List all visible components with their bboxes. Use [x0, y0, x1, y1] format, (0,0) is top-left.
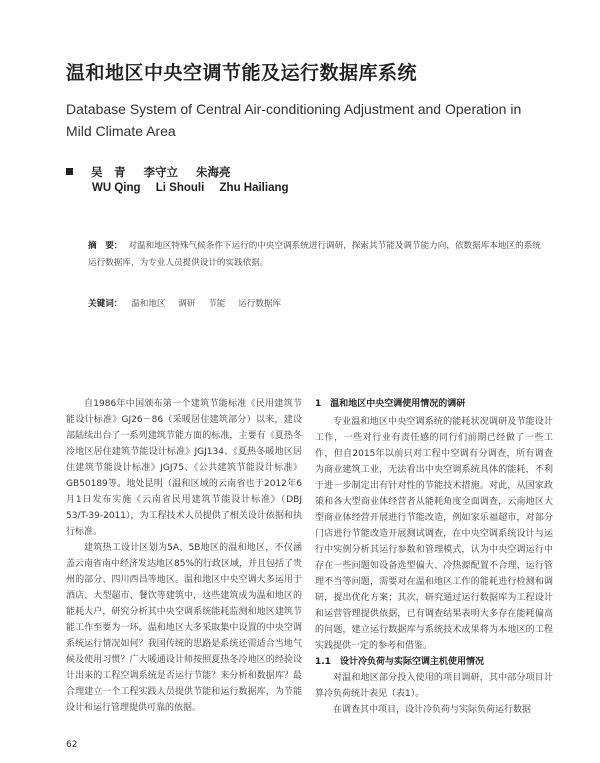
subsection-heading: 1.1 设计冷负荷与实际空调主机使用情况 — [315, 657, 484, 667]
paper-title-zh: 温和地区中央空调节能及运行数据库系统 — [66, 62, 418, 84]
square-bullet-icon — [66, 168, 73, 175]
body-paragraph: 在调查其中项目，设计冷负荷与实际负荷运行数据 — [333, 705, 532, 715]
body-paragraph: 对温和地区部分投入使用的项目调研，其中部分项目计算冷负荷统计表见（表1）。 — [315, 673, 553, 699]
body-paragraph: 建筑热工设计区划为5A、5B地区的温和地区，不仅涵盖云南省南中经济发达地区85%的行政区域，并且包括了贵州的部分、四川西昌等地区。温和地区中央空调大多运用于酒店、大型超市、餐饮等建筑中，这些建筑成为温和地区的能耗大户，研究分析其中央空调系统能耗监测和地区建筑节能工作至要为一环。温和地区大多采取集中设置的中央空调系统运行情况如何？我国传统的思路是系统还需适合当地气候及使用习惯？广大暖通设计师按照夏热冬冷地区的经验设计出来的工程空调系统是否运行节能？来分析和数据库？最合理建立一个工程实践人员提供节能和运行数据库，为节能设计和运行管理提供可靠的依据。 — [66, 543, 303, 713]
keyword: 节能 — [208, 299, 226, 309]
abstract-label: 摘 要： — [88, 241, 123, 251]
abstract-text: 对温和地区特殊气候条件下运行的中央空调系统进行调研，探索其节能及调节能力向，依数据库本地区的系统运行数据库，为专业人员提供设计的实践依据。 — [88, 241, 541, 268]
body-paragraph: 自1986年中国颁布第一个建筑节能标准《民用建筑节能设计标准》GJ26－86（采暖居住建筑部分）以来，建设部陆续出台了一系列建筑节能方面的标准，主要有《夏热冬冷地区居住建筑节能设计标准》JGJ134、《夏热冬暖地区居住建筑节能设计标准》JGJ75、《公共建筑节能设计标准》GB50189等。地处昆明（温和区域的云南省也于2012年6月1日发布实施《云南省民用建筑节能设计标准》（DBJ 53/T-39-2011），为工程技术人员提供了相关设计依据和执行标准。 — [66, 399, 302, 537]
keyword: 温和地区 — [131, 299, 166, 309]
author-zh: 朱海亮 — [196, 165, 231, 179]
section-heading: 1 温和地区中央空调使用情况的调研 — [315, 399, 466, 409]
authors-en — [92, 182, 301, 194]
abstract — [88, 238, 548, 272]
keywords-label: 关键词： — [88, 299, 123, 309]
author-en: Li Shouli — [155, 182, 205, 194]
paper-title-en: Database System of Central Air-conditioning Adjustment and Operation in Mild Climate Area — [66, 101, 522, 139]
body-right-column — [315, 396, 553, 718]
authors-zh — [66, 164, 245, 180]
author-zh: 吴 青 — [91, 165, 126, 179]
body-left-column — [66, 396, 302, 716]
body-paragraph: 专业温和地区中央空调系统的能耗状况调研及节能设计工作，一些对行业有责任感的同行们前期已经做了一些工作，但自2015年以前只对工程中空调有分调查，所有调查为商业建筑工业，无法看出中央空调系统具体的能耗，不利于进一步制定出有针对性的节能技术措施。对此，从国家政策和各大型商业体经营者从能耗角度全面调查，云南地区大型商业体经营开展进行节能改造，例如家乐福超市，对部分门店进行节能改造开展测试调查，在中央空调系统设计与运行中实例分析其运行参数和管理模式，认为中央空调运行中存在一些问题如设备选型偏大、冷热源配置不合理、运行管理不当等问题，需要对在温和地区工作的能耗进行检测和调研，提出优化方案；其次，研究通过运行数据库为工程设计和运营管理提供依据，已有调查结果表明大多存在能耗偏高的问题，建立运行数据库与系统技术成果将为本地区的工程实践提供一定的参考和借鉴。 — [315, 417, 553, 651]
author-zh: 李守立 — [143, 165, 179, 179]
keywords — [88, 297, 548, 309]
keyword: 运行数据库 — [238, 299, 282, 309]
page-number: 62 — [66, 740, 78, 750]
keyword: 调研 — [178, 299, 196, 309]
author-en: WU Qing — [92, 182, 141, 194]
author-en: Zhu Hailiang — [219, 182, 289, 194]
